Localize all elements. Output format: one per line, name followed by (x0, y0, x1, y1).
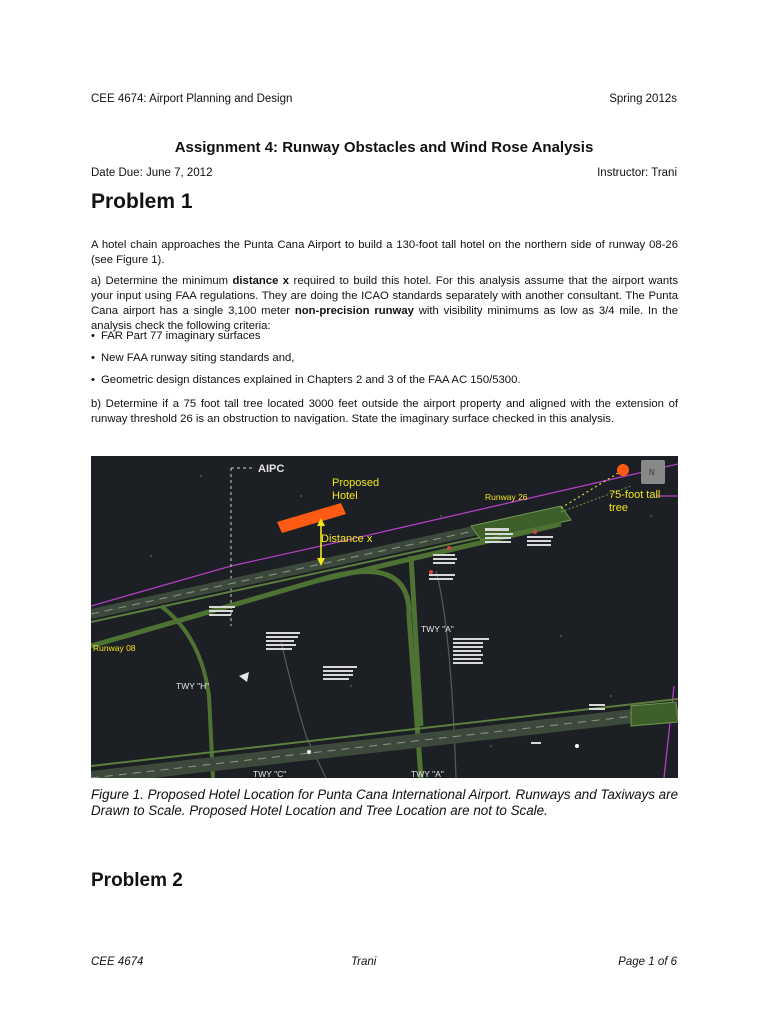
property-boundary (91, 464, 678, 606)
footer-page-number: Page 1 of 6 (618, 956, 677, 968)
marker-dot (575, 744, 579, 748)
proposed-label: Proposed (332, 477, 380, 489)
assignment-title: Assignment 4: Runway Obstacles and Wind Rose Analysis (174, 139, 594, 156)
part-a-bold-1: distance x (232, 275, 290, 287)
airport-figure (91, 456, 678, 778)
figure-caption: Figure 1. Proposed Hotel Location for Punta Cana International Airport. Runways and Taxiways are Drawn to Scale. Proposed Hotel Location and Tree Location are not to Scale. (91, 787, 679, 818)
bullet-item: • Geometric design distances explained in Chapters 2 and 3 of the FAA AC 150/5300. (101, 374, 521, 386)
part-a-bold-2: non-precision runway (294, 305, 414, 317)
tree-label-line2: tree (609, 502, 628, 514)
runway-08-label: Runway 08 (93, 643, 136, 653)
bullet-item: • FAR Part 77 imaginary surfaces (101, 330, 260, 342)
hotel-label: Hotel (332, 490, 358, 502)
proposed-hotel (277, 503, 346, 533)
second-runway-threshold (631, 702, 678, 726)
tree-marker (617, 464, 629, 476)
footer-instructor: Trani (351, 956, 377, 968)
marker-dot (307, 750, 311, 754)
problem1-heading: Problem 1 (91, 190, 193, 213)
twy-h-label: TWY "H" (176, 681, 210, 691)
date-due: Date Due: June 7, 2012 (91, 167, 213, 179)
part-a-text-3: with visibility minimums as low as 3/4 mile. In the analysis check the following criteria: (91, 305, 678, 332)
bullet-item: • New FAA runway siting standards and, (101, 352, 294, 364)
instructor: Instructor: Trani (597, 167, 677, 179)
footer-course: CEE 4674 (91, 956, 144, 968)
service-road (436, 571, 456, 778)
tree-label-line1: 75-foot tall (609, 489, 661, 501)
part-a-text-1: a) Determine the minimum (91, 275, 233, 287)
aircraft-symbol (239, 672, 249, 682)
distance-x-label: Distance x (321, 533, 373, 545)
twy-c-label: TWY "C" (253, 769, 287, 778)
problem2-heading: Problem 2 (91, 870, 183, 891)
runway-26-label: Runway 26 (485, 492, 528, 502)
airport-diagram (91, 456, 678, 778)
twy-a-label: TWY "A" (421, 624, 454, 634)
header-course: CEE 4674: Airport Planning and Design (91, 93, 293, 105)
aipc-label: AIPC (258, 463, 285, 475)
twy-a-bottom-label: TWY "A" (411, 769, 444, 778)
north-label: N (649, 468, 655, 477)
problem1-part-b: b) Determine if a 75 foot tall tree located 3000 feet outside the airport property and aligned with the extension of runway threshold 26 is an obstruction to navigation. State the imaginary surface checked in this analysis. (91, 398, 678, 425)
problem1-part-a (91, 274, 678, 334)
part-a-text-2: required to build this hotel. For this analysis assume that the airport wants your input using FAA regulations. They are doing the ICAO standards separately with another consultant. The Punta Cana airport has a single 3,100 meter (91, 275, 678, 317)
header-term: Spring 2012s (609, 93, 677, 105)
problem1-intro: A hotel chain approaches the Punta Cana Airport to build a 130-foot tall hotel on the northern side of runway 08-26 (see Figure 1). (91, 239, 678, 266)
